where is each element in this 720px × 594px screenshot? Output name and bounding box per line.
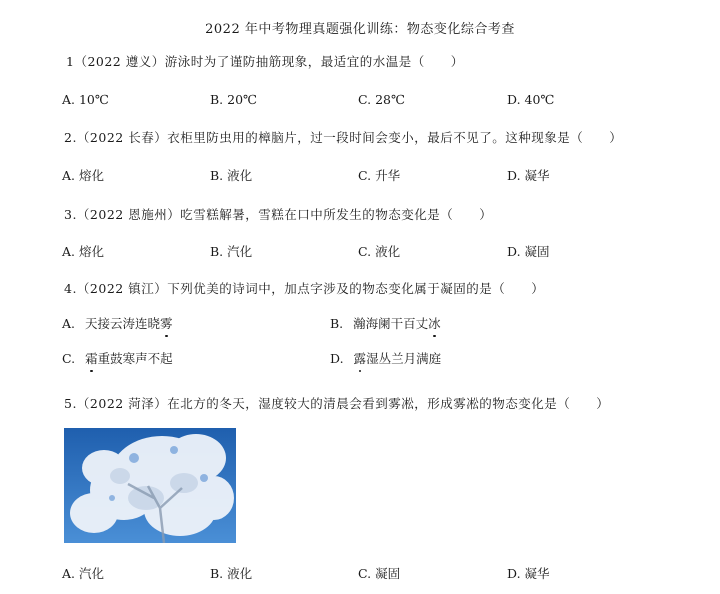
- question-1-option-b[interactable]: B. 20℃: [210, 92, 258, 107]
- question-1-option-a[interactable]: A. 10℃: [62, 92, 109, 107]
- option-label: D.: [330, 351, 344, 366]
- question-4-option-d[interactable]: [330, 349, 441, 367]
- question-3-option-b[interactable]: B. 汽化: [210, 244, 253, 259]
- page-title: 2022 年中考物理真题强化训练：物态变化综合考查: [205, 22, 515, 37]
- question-1-stem: 1（2022 遵义）游泳时为了谨防抽筋现象，最适宜的水温是（ ）: [66, 54, 464, 69]
- dotted-character: 雾: [160, 316, 173, 331]
- question-3-stem: 3.（2022 恩施州）吃雪糕解暑，雪糕在口中所发生的物态变化是（ ）: [64, 207, 493, 222]
- dotted-character: 冰: [428, 316, 441, 331]
- question-2-option-d[interactable]: D. 凝华: [507, 168, 550, 183]
- question-1-option-c[interactable]: C. 28℃: [358, 92, 405, 107]
- question-3-option-c[interactable]: C. 液化: [358, 244, 401, 259]
- question-5-option-d[interactable]: D. 凝华: [507, 566, 550, 581]
- question-5-option-a[interactable]: A. 汽化: [62, 566, 104, 581]
- option-text: 重鼓寒声不起: [97, 351, 173, 366]
- option-label: A.: [62, 316, 76, 331]
- question-3-option-a[interactable]: A. 熔化: [62, 244, 104, 259]
- question-1-option-d[interactable]: D. 40℃: [507, 92, 555, 107]
- question-4-stem: 4.（2022 镇江）下列优美的诗词中，加点字涉及的物态变化属于凝固的是（ ）: [64, 281, 545, 296]
- question-2-option-c[interactable]: C. 升华: [358, 168, 401, 183]
- dotted-character: 霜: [85, 351, 98, 366]
- question-3-option-d[interactable]: D. 凝固: [507, 244, 550, 259]
- question-5-option-b[interactable]: B. 液化: [210, 566, 253, 581]
- question-5-option-c[interactable]: C. 凝固: [358, 566, 401, 581]
- option-text: 湿丛兰月满庭: [366, 351, 442, 366]
- option-label: C.: [62, 351, 76, 366]
- frosted-tree-image: [64, 428, 236, 543]
- option-label: B.: [330, 316, 344, 331]
- question-4-option-b[interactable]: [330, 314, 441, 332]
- question-2-option-a[interactable]: A. 熔化: [62, 168, 104, 183]
- option-text: 瀚海阑干百丈: [353, 316, 429, 331]
- option-text: 天接云涛连晓: [85, 316, 161, 331]
- question-5-stem: 5.（2022 菏泽）在北方的冬天，湿度较大的清晨会看到雾凇，形成雾凇的物态变化是（ ）: [64, 396, 610, 411]
- dotted-character: 露: [353, 351, 367, 366]
- rime-frost-tree-photo: [64, 428, 236, 543]
- question-2-option-b[interactable]: B. 液化: [210, 168, 253, 183]
- question-2-stem: 2.（2022 长春）衣柜里防虫用的樟脑片，过一段时间会变小，最后不见了。这种现象是（ ）: [64, 130, 623, 145]
- question-4-option-a[interactable]: [62, 314, 173, 332]
- question-4-option-c[interactable]: [62, 349, 173, 367]
